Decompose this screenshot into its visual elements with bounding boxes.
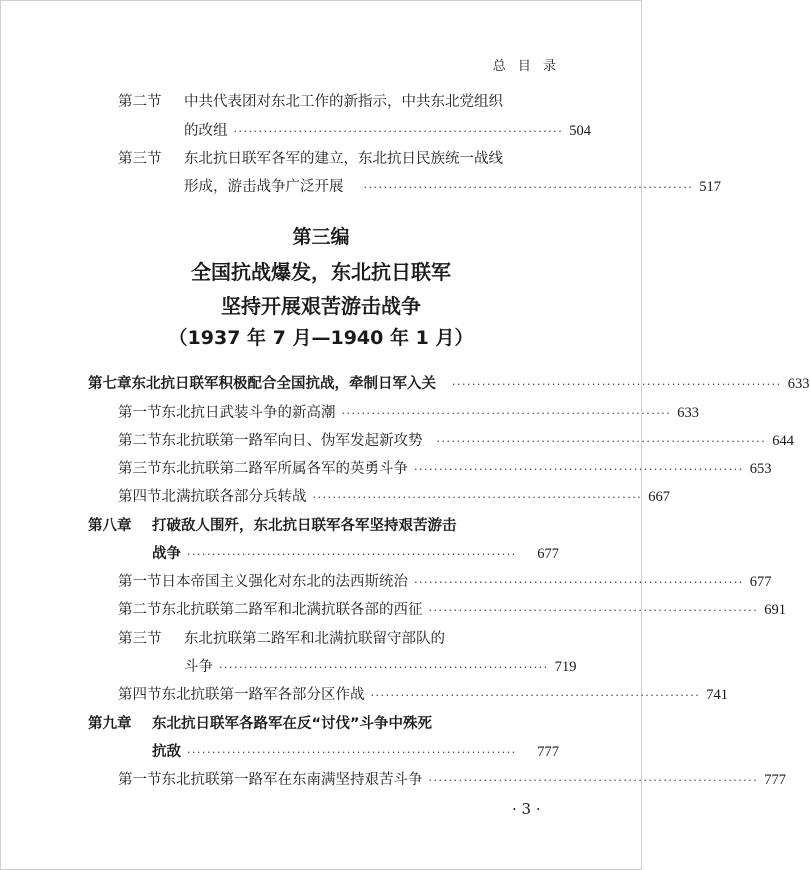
section-label: 第三节 bbox=[118, 151, 162, 167]
page-number: 741 bbox=[706, 687, 729, 703]
section-title-line2: 斗争 bbox=[184, 659, 213, 675]
section-entry[interactable] bbox=[118, 485, 671, 506]
section-entry[interactable] bbox=[118, 598, 787, 619]
page-number: 653 bbox=[749, 461, 772, 477]
chapter-title-line2: 战争 bbox=[152, 546, 181, 562]
leader-dots: ·································································· bbox=[452, 378, 782, 391]
section-label: 第四节 bbox=[118, 687, 162, 703]
page-number: 677 bbox=[537, 546, 559, 562]
leader-dots: ·································································· bbox=[436, 435, 767, 448]
page-number: 677 bbox=[749, 574, 772, 590]
page-number: 504 bbox=[569, 123, 592, 139]
section-title: 东北抗联第一路军在东南满坚持艰苦斗争 bbox=[161, 772, 423, 788]
leader-dots: ·································································· bbox=[414, 463, 744, 476]
page-number: 777 bbox=[537, 744, 559, 760]
running-header: 总 目 录 bbox=[492, 59, 560, 74]
page-number: 633 bbox=[787, 376, 810, 392]
chapter-entry[interactable] bbox=[152, 740, 559, 761]
section-entry[interactable] bbox=[118, 429, 795, 450]
toc-entry[interactable] bbox=[184, 119, 592, 140]
chapter-entry[interactable] bbox=[88, 372, 810, 393]
leader-dots: ·································································· bbox=[370, 689, 701, 702]
chapter-title: 东北抗日联军积极配合全国抗战，牵制日军入关 bbox=[131, 376, 436, 392]
section-title: 东北抗联第二路军和北满抗联各部的西征 bbox=[161, 602, 423, 618]
page-number: 691 bbox=[764, 602, 787, 618]
leader-dots: ·································································· bbox=[363, 181, 694, 194]
section-title-line1: 东北抗日联军各军的建立，东北抗日民族统一战线 bbox=[184, 151, 503, 167]
leader-dots: ·································································· bbox=[312, 491, 643, 504]
page-number: 777 bbox=[764, 772, 787, 788]
part-number: 第三编 bbox=[292, 226, 350, 248]
chapter-label: 第八章 bbox=[88, 518, 132, 534]
page-number: 719 bbox=[554, 659, 577, 675]
section-title: 东北抗联第一路军各部分区作战 bbox=[161, 687, 365, 703]
page-number: 633 bbox=[677, 405, 700, 421]
section-entry[interactable] bbox=[118, 768, 787, 789]
section-label: 第三节 bbox=[118, 631, 162, 647]
section-label: 第二节 bbox=[118, 94, 162, 110]
section-label: 第二节 bbox=[118, 602, 162, 618]
part-dates: （1937 年 7 月—1940 年 1 月） bbox=[168, 327, 474, 349]
chapter-label: 第九章 bbox=[88, 716, 132, 732]
section-title: 东北抗联第二路军所属各军的英勇斗争 bbox=[161, 461, 408, 477]
section-label: 第一节 bbox=[118, 405, 162, 421]
section-title-line2: 形成，游击战争广泛开展 bbox=[184, 179, 344, 195]
section-label: 第二节 bbox=[118, 433, 162, 449]
section-entry[interactable] bbox=[118, 401, 700, 422]
section-title: 北满抗联各部分兵转战 bbox=[161, 489, 307, 505]
part-title-line2: 坚持开展艰苦游击战争 bbox=[221, 294, 421, 318]
section-title-line1: 东北抗联第二路军和北满抗联留守部队的 bbox=[184, 631, 445, 647]
leader-dots: ·································································· bbox=[341, 407, 672, 420]
leader-dots: ·································································· bbox=[414, 576, 744, 589]
toc-entry[interactable] bbox=[184, 175, 722, 196]
part-title-line1: 全国抗战爆发，东北抗日联军 bbox=[191, 260, 451, 284]
chapter-label: 第七章 bbox=[88, 376, 132, 392]
chapter-entry[interactable] bbox=[152, 542, 559, 563]
section-label: 第一节 bbox=[118, 772, 162, 788]
section-title-line1: 中共代表团对东北工作的新指示，中共东北党组织 bbox=[184, 94, 503, 110]
chapter-title-line2: 抗敌 bbox=[152, 744, 181, 760]
leader-dots: ·································································· bbox=[428, 774, 759, 787]
section-label: 第四节 bbox=[118, 489, 162, 505]
section-label: 第三节 bbox=[118, 461, 162, 477]
leader-dots: ·································································· bbox=[233, 125, 564, 138]
section-entry[interactable] bbox=[118, 570, 772, 591]
leader-dots: ·································································· bbox=[187, 746, 517, 759]
section-title-line2: 的改组 bbox=[184, 123, 228, 139]
footer-page-number: · 3 · bbox=[512, 800, 541, 818]
leader-dots: ·································································· bbox=[187, 548, 517, 561]
section-title: 日本帝国主义强化对东北的法西斯统治 bbox=[161, 574, 408, 590]
section-entry[interactable] bbox=[118, 683, 729, 704]
page-number: 644 bbox=[772, 433, 795, 449]
leader-dots: ·································································· bbox=[219, 661, 549, 674]
section-title: 东北抗日武装斗争的新高潮 bbox=[161, 405, 336, 421]
section-entry[interactable] bbox=[118, 457, 772, 478]
section-label: 第一节 bbox=[118, 574, 162, 590]
section-title: 东北抗联第一路军向日、伪军发起新攻势 bbox=[161, 433, 423, 449]
chapter-title-line1: 东北抗日联军各路军在反“讨伐”斗争中殊死 bbox=[152, 716, 433, 732]
section-entry[interactable] bbox=[184, 655, 577, 676]
page-number: 667 bbox=[648, 489, 671, 505]
page-number: 517 bbox=[699, 179, 722, 195]
leader-dots: ·································································· bbox=[428, 604, 759, 617]
chapter-title-line1: 打破敌人围歼，东北抗日联军各军坚持艰苦游击 bbox=[152, 518, 457, 534]
